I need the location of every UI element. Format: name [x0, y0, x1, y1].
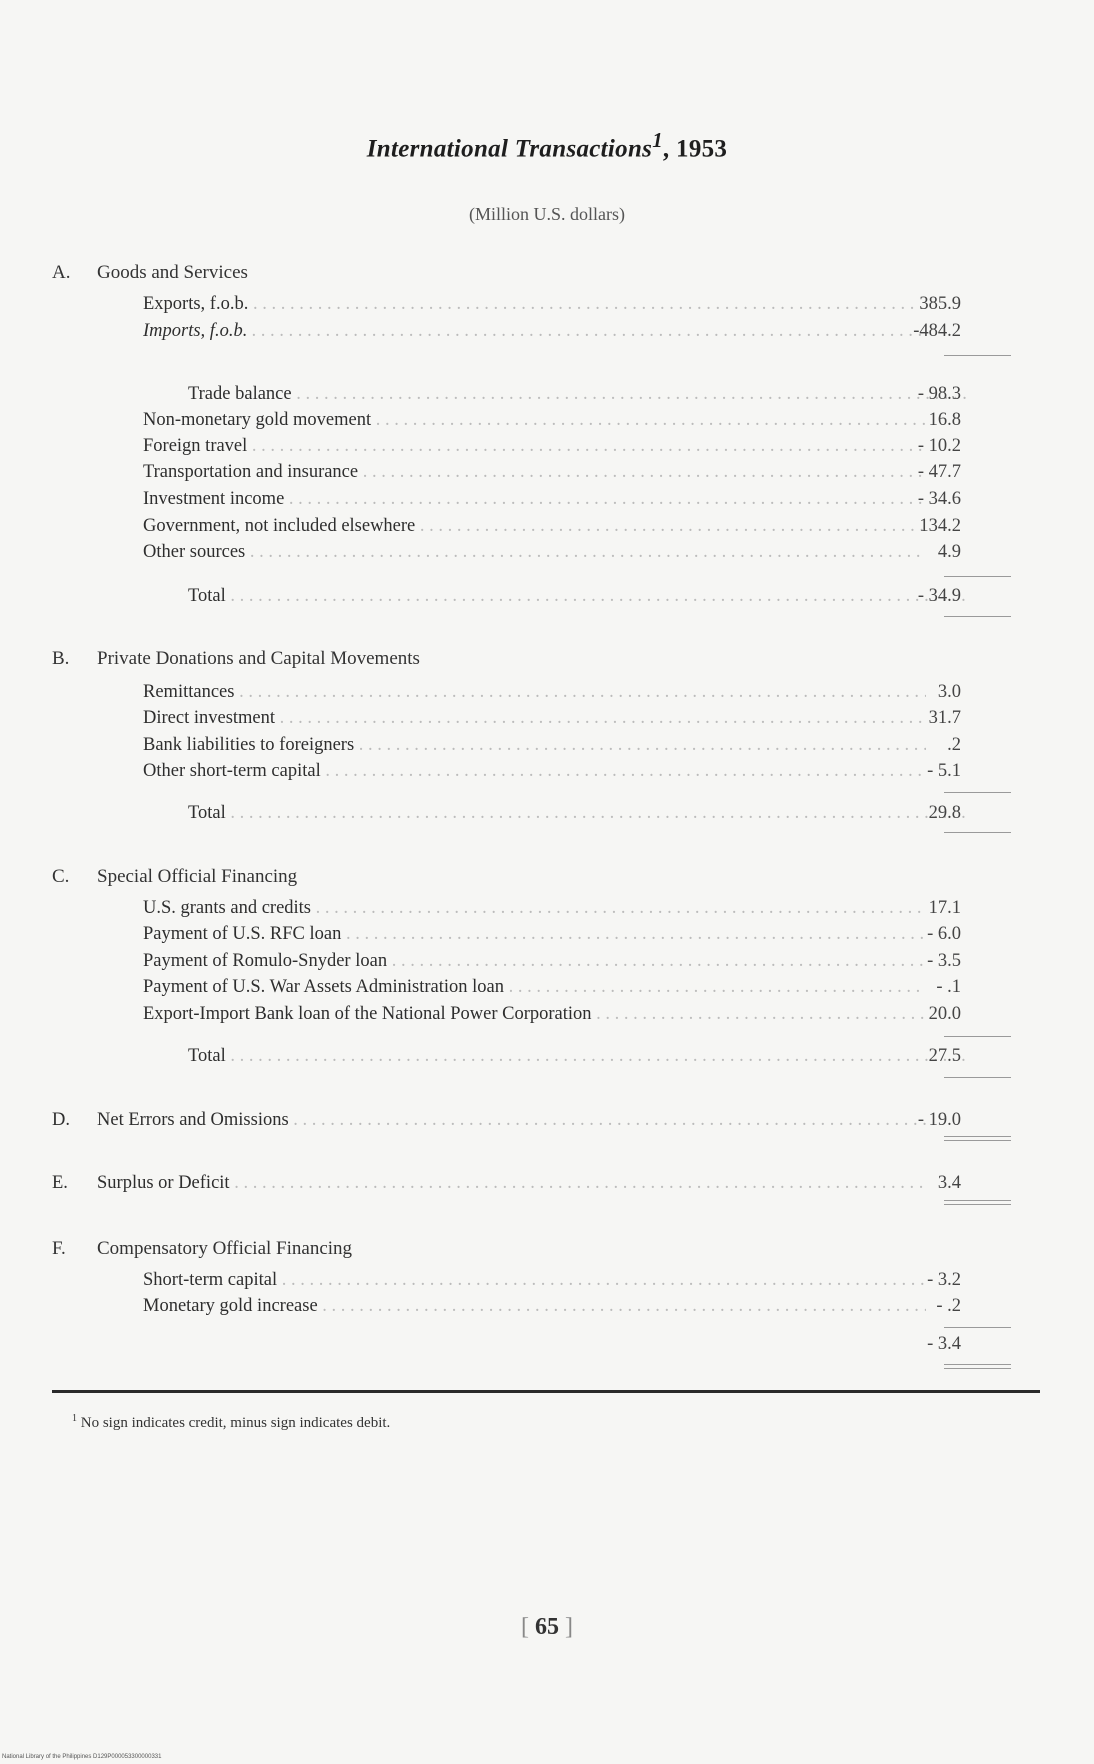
table-row [143, 487, 961, 511]
row-value: - 19.0 [917, 1110, 961, 1130]
row-value: 134.2 [919, 516, 961, 536]
section-d-row [52, 1108, 961, 1132]
row-value: - 34.9 [917, 586, 961, 606]
title-main: International Transactions [366, 135, 653, 163]
scan-credit: National Library of the Philippines D129P000053300000331 [2, 1754, 162, 1760]
row-value: 3.0 [937, 682, 961, 702]
row-value: - .2 [936, 1296, 961, 1316]
row-value: 20.0 [928, 1004, 961, 1024]
row-value: 17.1 [928, 898, 961, 918]
double-rule [944, 1136, 1011, 1137]
table-row [143, 460, 961, 484]
section-e-heading [52, 1171, 926, 1195]
table-row [143, 1294, 961, 1318]
table-row [143, 975, 961, 999]
row-value: - 34.6 [917, 489, 961, 509]
row-value: - 3.2 [927, 1270, 961, 1290]
row-label: Total . . . [188, 1044, 971, 1068]
bracket-close: ] [565, 1614, 573, 1640]
row-value: 4.9 [937, 542, 961, 562]
subtotal-rule [944, 576, 1011, 577]
subtotal-rule [944, 355, 1011, 356]
row-value: - 3.5 [927, 951, 961, 971]
table-row [143, 949, 961, 973]
double-rule [944, 1200, 1011, 1201]
table-row [143, 922, 961, 946]
subtotal-rule [944, 1036, 1011, 1037]
row-label: Bank liabilities to foreigners . . . [143, 733, 926, 757]
page-number-value: 65 [535, 1614, 559, 1640]
row-label: Short-term capital . . . [143, 1268, 926, 1292]
table-row [143, 680, 961, 704]
row-label: Payment of U.S. RFC loan . . . [143, 922, 926, 946]
section-f-heading [52, 1238, 352, 1260]
section-title: Compensatory Official Financing [97, 1238, 353, 1259]
row-label: Other sources . . . [143, 540, 926, 564]
row-value: 385.9 [919, 294, 961, 314]
page-title [0, 128, 1094, 163]
table-row [143, 292, 961, 316]
row-label: Transportation and insurance . . . [143, 460, 926, 484]
row-label: Government, not included elsewhere . . . [143, 514, 926, 538]
double-rule [944, 1364, 1011, 1365]
page-subtitle: (Million U.S. dollars) [469, 204, 625, 224]
footnote-mark: 1 [72, 1413, 77, 1424]
table-row-total [188, 1044, 961, 1068]
section-title: Private Donations and Capital Movements [97, 648, 420, 669]
table-row [143, 434, 961, 458]
section-title: Special Official Financing [97, 866, 298, 887]
row-label: Payment of Romulo-Snyder loan . . . [143, 949, 926, 973]
row-label: Non-monetary gold movement . . . [143, 408, 926, 432]
row-label: Total . . . [188, 584, 971, 608]
total-rule [944, 616, 1011, 617]
total-rule [944, 832, 1011, 833]
table-row [143, 759, 961, 783]
row-label: Investment income . . . [143, 487, 926, 511]
row-label: Trade balance . . . [188, 382, 971, 406]
row-label: Total . . . [188, 801, 971, 825]
title-footnote-mark: 1 [652, 128, 663, 152]
table-row-total [188, 584, 961, 608]
page-number [0, 1614, 1094, 1641]
table-row [143, 896, 961, 920]
section-letter: A. [52, 262, 71, 283]
row-value: 29.8 [928, 803, 961, 823]
table-row [143, 514, 961, 538]
section-letter: F. [52, 1238, 66, 1259]
section-c-heading [52, 866, 297, 888]
row-value: -484.2 [913, 321, 961, 341]
row-value: - 6.0 [927, 924, 961, 944]
section-title: Surplus or Deficit [97, 1173, 230, 1193]
row-value: .2 [947, 735, 961, 755]
table-row [188, 382, 961, 406]
row-value: - 47.7 [917, 462, 961, 482]
subtotal-rule [944, 1327, 1011, 1328]
section-letter: C. [52, 866, 70, 887]
section-letter: B. [52, 648, 70, 669]
row-label: Export-Import Bank loan of the National Power Corporation . . . [143, 1002, 926, 1026]
row-label: Monetary gold increase . . . [143, 1294, 926, 1318]
table-row-total [143, 1332, 961, 1356]
row-value: 16.8 [928, 410, 961, 430]
table-row [143, 319, 961, 343]
section-letter: D. [52, 1110, 70, 1130]
row-label: Direct investment . . . [143, 706, 926, 730]
footer-divider [52, 1390, 1040, 1393]
row-value: 31.7 [928, 708, 961, 728]
title-year: , 1953 [662, 135, 728, 163]
row-value: - 98.3 [917, 384, 961, 404]
section-title: Net Errors and Omissions [97, 1110, 289, 1130]
row-label: Remittances . . . [143, 680, 926, 704]
row-label: Foreign travel . . . [143, 434, 926, 458]
row-label: Imports, f.o.b. . . . [143, 319, 926, 343]
section-a-heading [52, 262, 248, 284]
footnote [72, 1413, 390, 1432]
section-d-heading [52, 1108, 926, 1132]
row-label: Other short-term capital . . . [143, 759, 926, 783]
total-rule [944, 1077, 1011, 1078]
table-row [143, 1268, 961, 1292]
table-row [143, 540, 961, 564]
table-row [143, 733, 961, 757]
row-value: 3.4 [937, 1173, 961, 1193]
table-row-total [188, 801, 961, 825]
section-b-heading [52, 648, 420, 670]
row-label: Exports, f.o.b. . . . [143, 292, 926, 316]
row-value: - 3.4 [927, 1334, 961, 1354]
subtotal-rule [944, 792, 1011, 793]
bracket-open: [ [521, 1614, 529, 1640]
section-e-row [52, 1171, 961, 1195]
row-label: Payment of U.S. War Assets Administration loan . . . [143, 975, 926, 999]
footnote-text: No sign indicates credit, minus sign indicates debit. [77, 1415, 391, 1431]
section-letter: E. [52, 1173, 68, 1193]
table-row [143, 1002, 961, 1026]
row-value: - 5.1 [927, 761, 961, 781]
table-row [143, 408, 961, 432]
table-row [143, 706, 961, 730]
row-value: - .1 [936, 977, 961, 997]
section-title: Goods and Services [97, 262, 248, 283]
row-label: U.S. grants and credits . . . [143, 896, 926, 920]
row-value: - 10.2 [917, 436, 961, 456]
row-value: 27.5 [928, 1046, 961, 1066]
